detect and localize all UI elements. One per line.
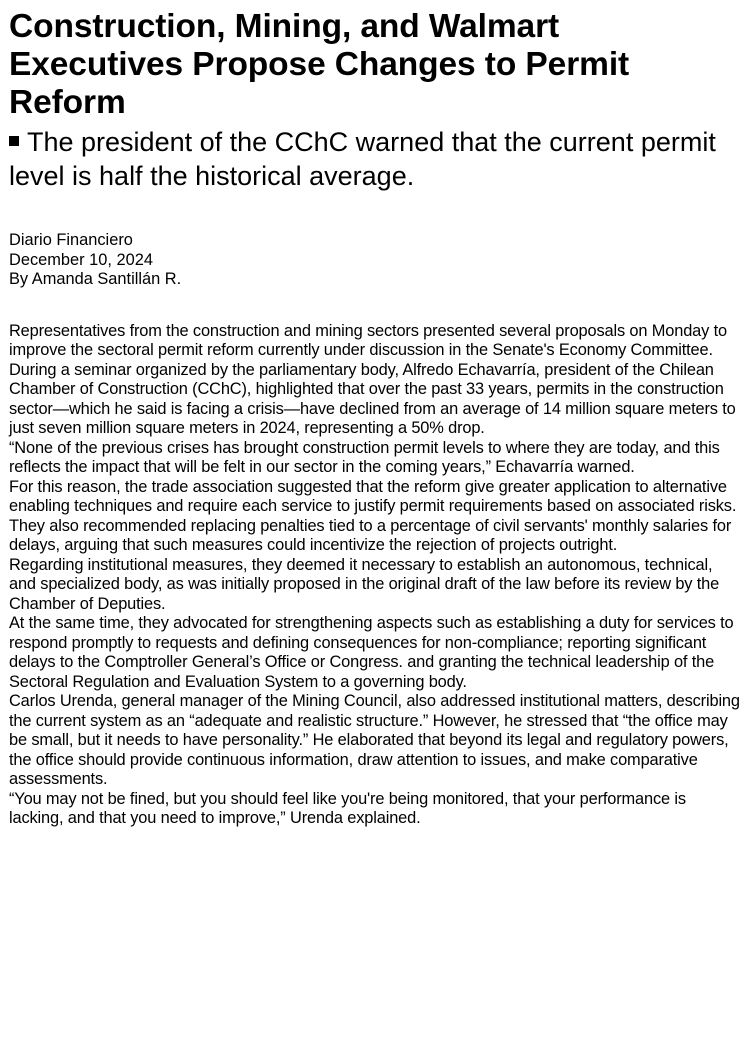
article-paragraph: Regarding institutional measures, they deemed it necessary to establish an autonomous, technical, and specialized body, as was initially proposed in the original draft of the law before its review by the Chamber of Deputies. xyxy=(9,555,720,613)
article-paragraph: During a seminar organized by the parliamentary body, Alfredo Echavarría, president of the Chilean Chamber of Construction (CChC), highlighted that over the past 33 years, permits in the construction sector—which he said is facing a crisis—have declined from an average of 14 million square meters to just seven million square meters in 2024, representing a 50% drop. xyxy=(9,360,736,437)
article-paragraph: “None of the previous crises has brought construction permit levels to where they are today, and this reflects the impact that will be felt in our sector in the coming years,” Echavarría warned. xyxy=(9,438,720,476)
article-paragraph: Representatives from the construction and mining sectors presented several proposals on Monday to improve the sectoral permit reform currently under discussion in the Senate's Economy Committee. xyxy=(9,321,727,359)
subheadline-text: The president of the CChC warned that the current permit level is half the historical average. xyxy=(9,127,716,191)
article-paragraph: They also recommended replacing penalties tied to a percentage of civil servants' monthly salaries for delays, arguing that such measures could incentivize the rejection of projects outright. xyxy=(9,516,732,554)
article-date: December 10, 2024 xyxy=(9,250,153,269)
article-paragraph: Carlos Urenda, general manager of the Mining Council, also addressed institutional matters, describing the current system as an “adequate and realistic structure.” However, he stressed that “the office may be small, but it needs to have personality.” He elaborated that beyond its legal and regulatory powers, the office should provide continuous information, draw attention to issues, and make comparative assessments. xyxy=(9,692,740,788)
square-bullet-icon xyxy=(9,136,19,146)
article-paragraph: For this reason, the trade association suggested that the reform give greater application to alternative enabling techniques and require each service to justify permit requirements based on associated risks. xyxy=(9,477,737,515)
article-body xyxy=(9,322,741,829)
article-byline: By Amanda Santillán R. xyxy=(9,270,182,288)
article-subheadline xyxy=(9,125,741,193)
article-source: Diario Financiero xyxy=(9,231,133,249)
article-meta xyxy=(9,231,741,290)
article-paragraph: At the same time, they advocated for strengthening aspects such as establishing a duty for services to respond promptly to requests and defining consequences for non-compliance; reporting significant delays to the Comptroller General’s Office or Congress. and granting the technical leadership of the Sectoral Regulation and Evaluation System to a governing body. xyxy=(9,614,734,691)
article-paragraph: “You may not be fined, but you should feel like you're being monitored, that your performance is lacking, and that you need to improve,” Urenda explained. xyxy=(9,789,686,827)
article-headline: Construction, Mining, and Walmart Executives Propose Changes to Permit Reform xyxy=(9,8,630,121)
